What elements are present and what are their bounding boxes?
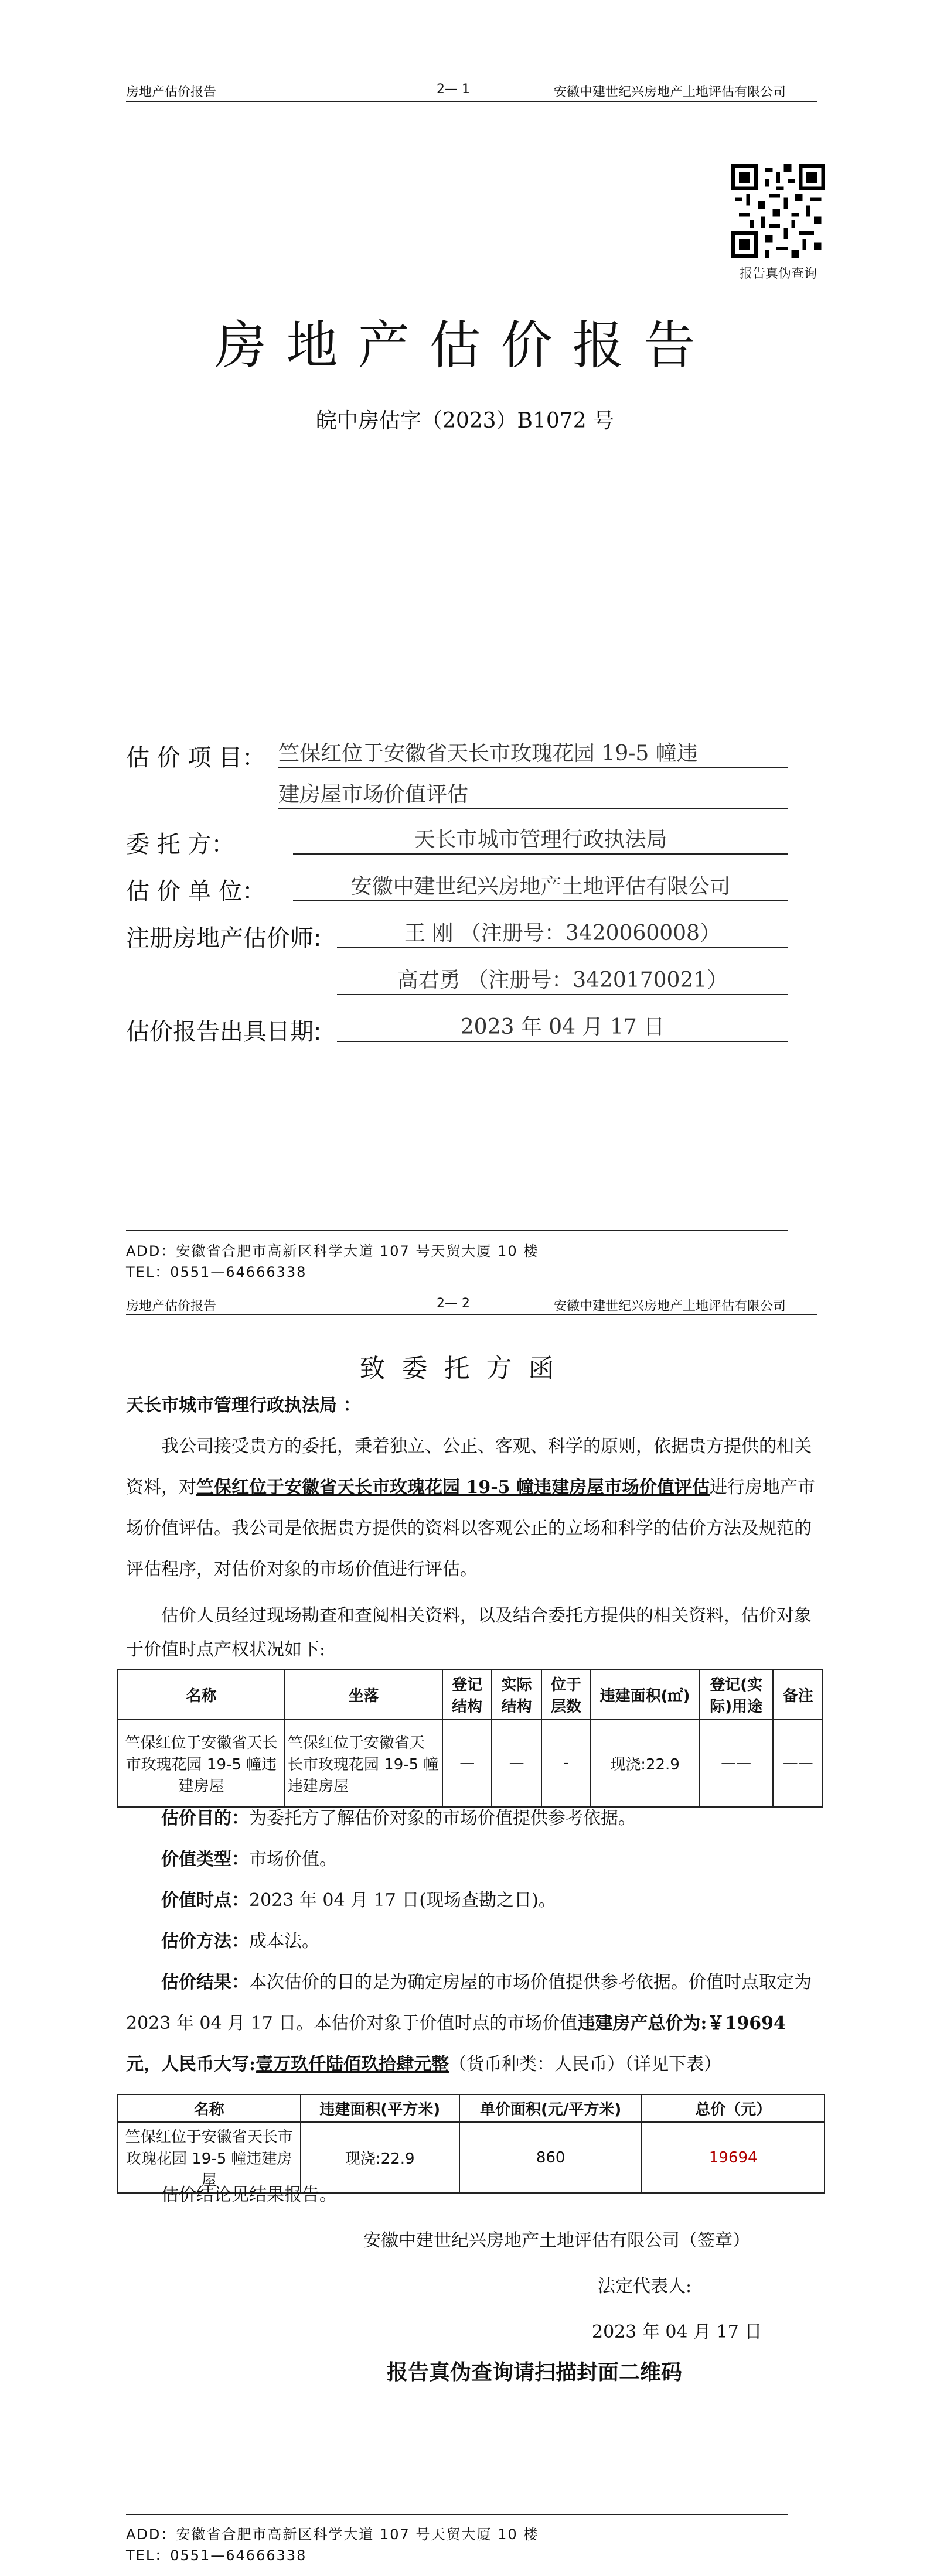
table-header: 登记(实际)用途 bbox=[699, 1670, 774, 1719]
table-header: 违建面积(平方米) bbox=[301, 2095, 459, 2122]
date-label: 估价报告出具日期: bbox=[126, 1019, 322, 1046]
paragraph-1: 我公司接受贵方的委托，秉着独立、公正、客观、科学的原则，依据贵方提供的相关资料，对竺保红位于安徽省天长市玫瑰花园 19-5 幢违建房屋市场价值评估进行房地产市场价值评估。我公司是依据贵方提供的资料以客观公正的立场和科学的估价方法及规范的评估程序，对估价对象的市场价值进行评估。 bbox=[126, 1436, 815, 1580]
appraiser-1: 王 刚 （注册号：3420060008） bbox=[337, 917, 788, 948]
footer-tel: TEL：0551—64666338 bbox=[126, 2547, 307, 2564]
result-paragraph: 估价结果：本次估价的目的是为确定房屋的市场价值提供参考依据。价值时点取定为 2023 年 04 月 17 日。本估价对象于价值时点的市场价值违建房产总价为:￥19694 元，人民币大写:壹万玖仟陆佰玖拾肆元整（货币种类：人民币）（详见下表） bbox=[126, 1972, 812, 2075]
table-cell: 竺保红位于安徽省天长市玫瑰花园 19-5 幢违建房屋 bbox=[118, 2122, 301, 2193]
header-page-number: 2— 2 bbox=[437, 1296, 470, 1311]
purpose-line: 估价目的：为委托方了解估价对象的市场价值提供参考依据。 bbox=[161, 1808, 636, 1829]
project-value-line1: 竺保红位于安徽省天长市玫瑰花园 19-5 幢违 bbox=[278, 737, 788, 768]
table-row bbox=[118, 1719, 823, 1807]
qr-code-icon[interactable] bbox=[731, 164, 825, 258]
table-cell: - bbox=[541, 1719, 591, 1807]
qr-caption: 报告真伪查询 bbox=[739, 267, 817, 281]
conclusion-line: 估价结论见结果报告。 bbox=[161, 2185, 337, 2205]
table-header: 单价面积(元/平方米) bbox=[459, 2095, 642, 2122]
header-company: 安徽中建世纪兴房地产土地评估有限公司 bbox=[554, 1299, 786, 1314]
table-cell: —— bbox=[773, 1719, 823, 1807]
header-left: 房地产估价报告 bbox=[126, 1299, 217, 1314]
table-header: 违建面积(㎡) bbox=[591, 1670, 699, 1719]
table-header: 位于层数 bbox=[541, 1670, 591, 1719]
signer-line: 安徽中建世纪兴房地产土地评估有限公司（签章） bbox=[363, 2230, 750, 2251]
value-time-line: 价值时点：2023 年 04 月 17 日(现场查勘之日)。 bbox=[161, 1890, 556, 1911]
table-header: 登记结构 bbox=[442, 1670, 492, 1719]
page-header bbox=[126, 0, 817, 100]
unit-value: 安徽中建世纪兴房地产土地评估有限公司 bbox=[293, 870, 788, 901]
project-value-line2: 建房屋市场价值评估 bbox=[278, 778, 788, 809]
footer-address: ADD：安徽省合肥市高新区科学大道 107 号天贸大厦 10 楼 bbox=[126, 1243, 539, 1259]
table-cell: — bbox=[442, 1719, 492, 1807]
client-value: 天长市城市管理行政执法局 bbox=[293, 823, 788, 855]
header-rule bbox=[126, 1314, 817, 1315]
header-page-number: 2— 1 bbox=[437, 82, 470, 97]
sign-date-line: 2023 年 04 月 17 日 bbox=[592, 2322, 762, 2342]
footer-rule bbox=[126, 2514, 788, 2515]
letter-title: 致委托方函 bbox=[359, 1354, 571, 1383]
table-cell: 860 bbox=[459, 2122, 642, 2193]
table-cell: — bbox=[492, 1719, 541, 1807]
project-label: 估 价 项 目： bbox=[126, 744, 266, 771]
table-cell: 现浇:22.9 bbox=[591, 1719, 699, 1807]
header-left: 房地产估价报告 bbox=[126, 85, 217, 100]
cover-page bbox=[0, 0, 930, 1286]
footer-rule bbox=[126, 1230, 788, 1231]
document-number: 皖中房估字（2023）B1072 号 bbox=[315, 409, 615, 433]
project-name: 竺保红位于安徽省天长市玫瑰花园 19-5 幢违建房屋市场价值评估 bbox=[196, 1477, 710, 1498]
addressee: 天长市城市管理行政执法局 ： bbox=[126, 1395, 361, 1416]
footer-tel: TEL：0551—64666338 bbox=[126, 1264, 307, 1280]
header-rule bbox=[126, 101, 817, 102]
table-header: 总价（元） bbox=[642, 2095, 825, 2122]
report-title: 房地产估价报告 bbox=[214, 315, 716, 375]
table-header: 坐落 bbox=[285, 1670, 442, 1719]
header-company: 安徽中建世纪兴房地产土地评估有限公司 bbox=[554, 85, 786, 100]
paragraph-2: 估价人员经过现场勘查和查阅相关资料，以及结合委托方提供的相关资料，估价对象于价值时点产权状况如下: bbox=[126, 1605, 812, 1660]
appraiser-label: 注册房地产估价师: bbox=[126, 925, 322, 952]
client-label: 委 托 方： bbox=[126, 831, 235, 858]
total-price-uppercase: 壹万玖仟陆佰玖拾肆元整 bbox=[256, 2054, 449, 2075]
footer-address: ADD：安徽省合肥市高新区科学大道 107 号天贸大厦 10 楼 bbox=[126, 2526, 539, 2543]
letter-page bbox=[0, 1286, 930, 2576]
total-price: 违建房产总价为:￥19694 元，人民币大写: bbox=[126, 2013, 786, 2075]
verify-note: 报告真伪查询请扫描封面二维码 bbox=[387, 2360, 683, 2384]
value-type-line: 价值类型：市场价值。 bbox=[161, 1849, 337, 1870]
table-header: 名称 bbox=[118, 2095, 301, 2122]
table-cell: 19694 bbox=[642, 2122, 825, 2193]
table-cell: —— bbox=[699, 1719, 774, 1807]
table-header: 名称 bbox=[118, 1670, 285, 1719]
property-status-table bbox=[117, 1669, 823, 1808]
table-header: 实际结构 bbox=[492, 1670, 541, 1719]
appraiser-2: 高君勇 （注册号：3420170021） bbox=[337, 964, 788, 995]
legal-rep-line: 法定代表人: bbox=[598, 2276, 692, 2297]
method-line: 估价方法：成本法。 bbox=[161, 1931, 319, 1952]
table-header: 备注 bbox=[773, 1670, 823, 1719]
date-value: 2023 年 04 月 17 日 bbox=[337, 1010, 788, 1042]
table-cell: 竺保红位于安徽省天长市玫瑰花园 19-5 幢违建房屋 bbox=[118, 1719, 285, 1807]
table-cell: 竺保红位于安徽省天长市玫瑰花园 19-5 幢违建房屋 bbox=[285, 1719, 442, 1807]
unit-label: 估 价 单 位： bbox=[126, 878, 266, 905]
table-cell: 现浇:22.9 bbox=[301, 2122, 459, 2193]
